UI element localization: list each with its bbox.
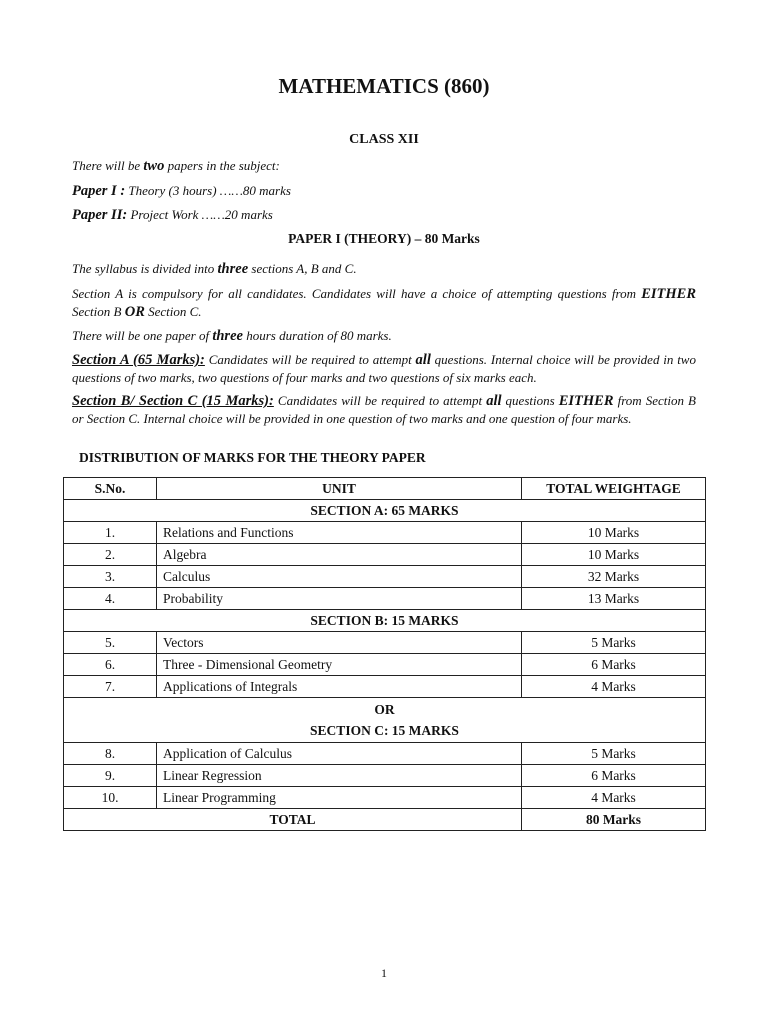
- table-header-row: [64, 478, 706, 500]
- class-heading: CLASS XII: [349, 132, 419, 147]
- table-row: [64, 765, 706, 787]
- header-sno: S.No.: [64, 478, 157, 500]
- header-weightage: TOTAL WEIGHTAGE: [522, 478, 706, 500]
- row-number: 10.: [64, 787, 157, 809]
- distribution-heading: DISTRIBUTION OF MARKS FOR THE THEORY PAPER: [79, 450, 426, 465]
- row-unit: Three - Dimensional Geometry: [157, 654, 522, 676]
- row-marks: 4 Marks: [522, 787, 706, 809]
- paper-heading: PAPER I (THEORY) – 80 Marks: [288, 231, 480, 246]
- table-row: [64, 632, 706, 654]
- section-bc-paragraph: Section B/ Section C (15 Marks): Candidates will be required to attempt all questions EITHER from Section B or Section C. Internal choice will be provided in one question of two marks and one question of four marks.: [72, 393, 696, 426]
- row-marks: 32 Marks: [522, 566, 706, 588]
- row-unit: Linear Regression: [157, 765, 522, 787]
- row-unit: Probability: [157, 588, 522, 610]
- row-unit: Applications of Integrals: [157, 676, 522, 698]
- row-marks: 5 Marks: [522, 632, 706, 654]
- row-number: 5.: [64, 632, 157, 654]
- or-label: OR: [374, 702, 395, 717]
- syllabus-paragraph: The syllabus is divided into three sections A, B and C.: [72, 261, 357, 277]
- header-unit: UNIT: [157, 478, 522, 500]
- duration-paragraph: There will be one paper of three hours duration of 80 marks.: [72, 328, 392, 344]
- row-marks: 5 Marks: [522, 743, 706, 765]
- row-unit: Vectors: [157, 632, 522, 654]
- section-a-paragraph: Section A (65 Marks): Candidates will be required to attempt all questions. Internal choice will be provided in two questions of two marks, two questions of four marks and two questions of six marks each.: [72, 352, 696, 385]
- section-row: [64, 698, 706, 743]
- table-row: [64, 566, 706, 588]
- section-c-heading: SECTION C: 15 MARKS: [310, 723, 459, 738]
- row-marks: 4 Marks: [522, 676, 706, 698]
- row-unit: Application of Calculus: [157, 743, 522, 765]
- table-row: [64, 544, 706, 566]
- marks-table: [63, 477, 706, 831]
- row-marks: 10 Marks: [522, 522, 706, 544]
- table-row: [64, 522, 706, 544]
- table-row: [64, 787, 706, 809]
- row-number: 8.: [64, 743, 157, 765]
- row-unit: Calculus: [157, 566, 522, 588]
- row-number: 3.: [64, 566, 157, 588]
- total-row: [64, 809, 706, 831]
- row-marks: 6 Marks: [522, 765, 706, 787]
- table-row: [64, 676, 706, 698]
- section-a-heading: SECTION A: 65 MARKS: [64, 500, 706, 522]
- row-number: 9.: [64, 765, 157, 787]
- section-row: [64, 500, 706, 522]
- row-unit: Relations and Functions: [157, 522, 522, 544]
- papers-intro: There will be two papers in the subject:: [72, 158, 280, 174]
- row-number: 2.: [64, 544, 157, 566]
- row-number: 4.: [64, 588, 157, 610]
- row-number: 1.: [64, 522, 157, 544]
- row-marks: 10 Marks: [522, 544, 706, 566]
- or-section-c-heading: [64, 698, 706, 743]
- row-number: 7.: [64, 676, 157, 698]
- section-b-heading: SECTION B: 15 MARKS: [64, 610, 706, 632]
- row-marks: 13 Marks: [522, 588, 706, 610]
- row-marks: 6 Marks: [522, 654, 706, 676]
- row-unit: Linear Programming: [157, 787, 522, 809]
- paper1-line: Paper I : Theory (3 hours) ……80 marks: [72, 183, 291, 199]
- paper2-line: Paper II: Project Work ……20 marks: [72, 207, 273, 223]
- table-row: [64, 588, 706, 610]
- row-number: 6.: [64, 654, 157, 676]
- total-value: 80 Marks: [522, 809, 706, 831]
- page-title: MATHEMATICS (860): [278, 74, 490, 98]
- table-row: [64, 654, 706, 676]
- table-row: [64, 743, 706, 765]
- total-label: TOTAL: [64, 809, 522, 831]
- section-row: [64, 610, 706, 632]
- page-number: 1: [381, 966, 387, 980]
- row-unit: Algebra: [157, 544, 522, 566]
- section-choice-paragraph: Section A is compulsory for all candidates. Candidates will have a choice of attempting questions from EITHER Section B OR Section C.: [72, 286, 696, 320]
